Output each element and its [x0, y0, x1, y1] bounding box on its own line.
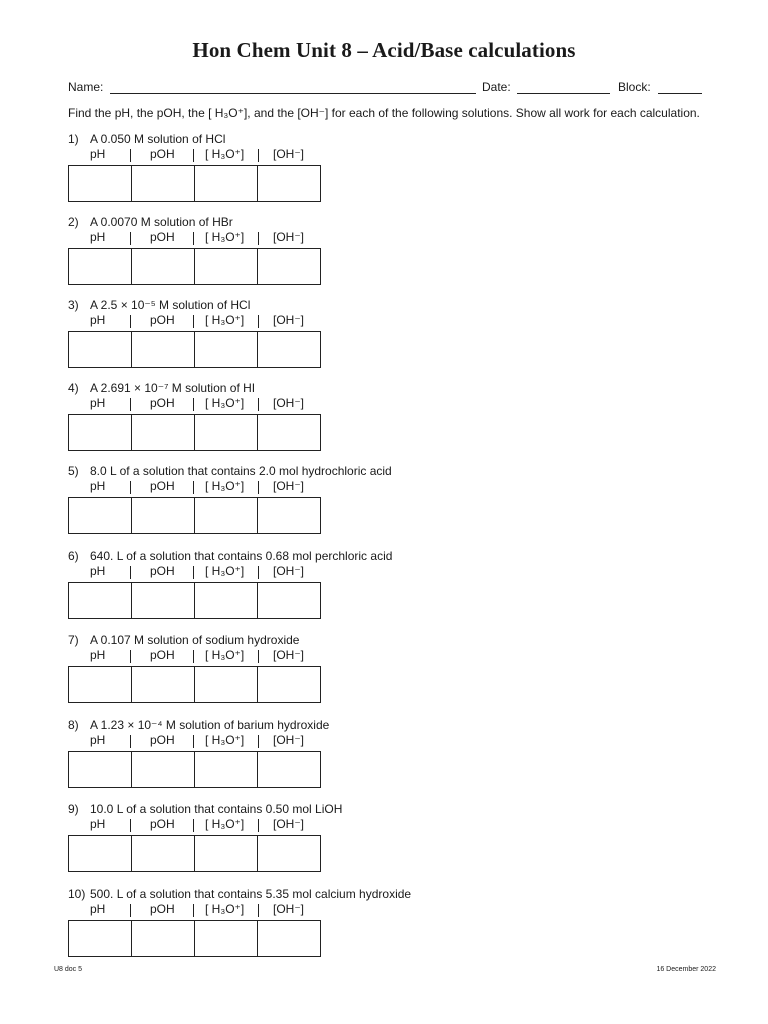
answer-cell-oh[interactable] — [258, 249, 321, 285]
column-header: [OH⁻] — [273, 648, 305, 662]
column-header: pOH — [150, 313, 175, 327]
column-headers — [68, 564, 728, 579]
problem-10 — [68, 886, 728, 957]
answer-cell-ph[interactable] — [69, 166, 132, 202]
column-separator — [258, 735, 259, 748]
answer-cell-poh[interactable] — [132, 332, 195, 368]
problem-number: 8) — [68, 718, 79, 732]
column-separator — [193, 566, 194, 579]
problem-prompt — [68, 380, 728, 396]
column-header: [OH⁻] — [273, 313, 305, 327]
column-header: pH — [90, 230, 106, 244]
column-header: pOH — [150, 396, 175, 410]
column-separator — [193, 650, 194, 663]
column-headers — [68, 147, 728, 162]
answer-cell-h3o[interactable] — [195, 415, 258, 451]
answer-cell-ph[interactable] — [69, 249, 132, 285]
answer-table — [68, 666, 321, 703]
problem-1 — [68, 131, 728, 202]
name-label: Name: — [68, 80, 104, 94]
column-separator — [130, 819, 131, 832]
answer-cell-oh[interactable] — [258, 166, 321, 202]
answer-cell-ph[interactable] — [69, 415, 132, 451]
problem-number: 10) — [68, 887, 86, 901]
answer-cell-oh[interactable] — [258, 667, 321, 703]
answer-row — [69, 583, 321, 619]
problem-number: 9) — [68, 802, 79, 816]
column-header: [OH⁻] — [273, 479, 305, 493]
column-header: [ H₃O⁺] — [205, 479, 245, 493]
answer-cell-poh[interactable] — [132, 498, 195, 534]
answer-cell-ph[interactable] — [69, 332, 132, 368]
column-separator — [193, 149, 194, 162]
answer-cell-h3o[interactable] — [195, 752, 258, 788]
answer-cell-h3o[interactable] — [195, 921, 258, 957]
column-header: pOH — [150, 230, 175, 244]
answer-row — [69, 166, 321, 202]
answer-table — [68, 497, 321, 534]
answer-cell-oh[interactable] — [258, 332, 321, 368]
column-header: pH — [90, 396, 106, 410]
column-header: pOH — [150, 147, 175, 161]
answer-row — [69, 332, 321, 368]
column-headers — [68, 902, 728, 917]
column-separator — [258, 650, 259, 663]
column-separator — [193, 819, 194, 832]
column-header: pH — [90, 817, 106, 831]
column-header: [ H₃O⁺] — [205, 147, 245, 161]
column-headers — [68, 230, 728, 245]
problem-prompt — [68, 548, 728, 564]
column-header: pOH — [150, 902, 175, 916]
answer-cell-ph[interactable] — [69, 583, 132, 619]
column-separator — [258, 149, 259, 162]
answer-table — [68, 835, 321, 872]
column-separator — [258, 566, 259, 579]
page-title: Hon Chem Unit 8 – Acid/Base calculations — [192, 38, 576, 62]
answer-row — [69, 415, 321, 451]
date-field[interactable] — [517, 93, 610, 94]
answer-cell-h3o[interactable] — [195, 583, 258, 619]
problem-9 — [68, 801, 728, 872]
column-headers — [68, 479, 728, 494]
column-separator — [193, 904, 194, 917]
answer-cell-poh[interactable] — [132, 921, 195, 957]
instructions: Find the pH, the pOH, the [ H₃O⁺], and the [OH⁻] for each of the following solutions. Show all work for each calculation. — [68, 106, 700, 120]
column-separator — [193, 481, 194, 494]
column-header: [ H₃O⁺] — [205, 733, 245, 747]
column-headers — [68, 648, 728, 663]
column-separator — [130, 149, 131, 162]
answer-row — [69, 921, 321, 957]
column-header: [OH⁻] — [273, 902, 305, 916]
answer-table — [68, 331, 321, 368]
header-fields — [68, 80, 708, 98]
answer-table — [68, 582, 321, 619]
column-separator — [130, 315, 131, 328]
problem-2 — [68, 214, 728, 285]
column-header: pOH — [150, 733, 175, 747]
column-header: [OH⁻] — [273, 817, 305, 831]
answer-cell-oh[interactable] — [258, 921, 321, 957]
problem-5 — [68, 463, 728, 534]
column-headers — [68, 817, 728, 832]
answer-row — [69, 498, 321, 534]
problem-text: 8.0 L of a solution that contains 2.0 mol hydrochloric acid — [90, 464, 392, 478]
name-field[interactable] — [110, 93, 476, 94]
column-header: pH — [90, 902, 106, 916]
answer-row — [69, 249, 321, 285]
answer-cell-poh[interactable] — [132, 249, 195, 285]
column-separator — [130, 735, 131, 748]
block-field[interactable] — [658, 93, 702, 94]
column-headers — [68, 733, 728, 748]
column-separator — [130, 566, 131, 579]
problem-number: 7) — [68, 633, 79, 647]
problem-prompt — [68, 886, 728, 902]
answer-table — [68, 248, 321, 285]
answer-table — [68, 165, 321, 202]
problem-number: 3) — [68, 298, 79, 312]
answer-cell-poh[interactable] — [132, 166, 195, 202]
problem-prompt — [68, 214, 728, 230]
column-header: pH — [90, 733, 106, 747]
column-header: [ H₃O⁺] — [205, 564, 245, 578]
answer-table — [68, 920, 321, 957]
answer-cell-oh[interactable] — [258, 498, 321, 534]
answer-cell-poh[interactable] — [132, 415, 195, 451]
answer-cell-ph[interactable] — [69, 498, 132, 534]
column-header: [OH⁻] — [273, 396, 305, 410]
answer-cell-h3o[interactable] — [195, 498, 258, 534]
column-headers — [68, 313, 728, 328]
problem-text: A 0.050 M solution of HCl — [90, 132, 226, 146]
answer-cell-h3o[interactable] — [195, 332, 258, 368]
answer-cell-poh[interactable] — [132, 583, 195, 619]
answer-cell-oh[interactable] — [258, 415, 321, 451]
column-separator — [130, 232, 131, 245]
answer-cell-poh[interactable] — [132, 836, 195, 872]
column-header: [ H₃O⁺] — [205, 817, 245, 831]
problem-7 — [68, 632, 728, 703]
answer-row — [69, 752, 321, 788]
problem-text: A 2.5 × 10⁻⁵ M solution of HCl — [90, 298, 251, 312]
problem-text: 10.0 L of a solution that contains 0.50 mol LiOH — [90, 802, 343, 816]
column-header: pH — [90, 313, 106, 327]
column-header: pH — [90, 147, 106, 161]
column-separator — [258, 904, 259, 917]
column-separator — [130, 650, 131, 663]
column-separator — [193, 735, 194, 748]
column-separator — [130, 481, 131, 494]
problem-prompt — [68, 131, 728, 147]
column-header: [OH⁻] — [273, 230, 305, 244]
answer-cell-ph[interactable] — [69, 752, 132, 788]
answer-cell-h3o[interactable] — [195, 249, 258, 285]
column-header: pOH — [150, 479, 175, 493]
problem-number: 1) — [68, 132, 79, 146]
problem-prompt — [68, 717, 728, 733]
problem-text: 640. L of a solution that contains 0.68 mol perchloric acid — [90, 549, 393, 563]
column-header: pH — [90, 564, 106, 578]
problem-prompt — [68, 297, 728, 313]
problem-text: A 0.0070 M solution of HBr — [90, 215, 233, 229]
answer-cell-h3o[interactable] — [195, 166, 258, 202]
answer-cell-oh[interactable] — [258, 583, 321, 619]
answer-cell-poh[interactable] — [132, 667, 195, 703]
column-header: pOH — [150, 648, 175, 662]
column-header: [OH⁻] — [273, 564, 305, 578]
answer-row — [69, 667, 321, 703]
answer-cell-h3o[interactable] — [195, 836, 258, 872]
column-header: [ H₃O⁺] — [205, 902, 245, 916]
answer-cell-ph[interactable] — [69, 667, 132, 703]
answer-cell-oh[interactable] — [258, 836, 321, 872]
problem-4 — [68, 380, 728, 451]
answer-table — [68, 414, 321, 451]
problem-text: A 0.107 M solution of sodium hydroxide — [90, 633, 300, 647]
problem-text: A 2.691 × 10⁻⁷ M solution of HI — [90, 381, 256, 395]
answer-table — [68, 751, 321, 788]
problem-number: 5) — [68, 464, 79, 478]
column-header: pH — [90, 479, 106, 493]
answer-cell-poh[interactable] — [132, 752, 195, 788]
footer-doc-id: U8 doc 5 — [54, 966, 83, 973]
column-separator — [193, 232, 194, 245]
column-header: pOH — [150, 817, 175, 831]
answer-cell-h3o[interactable] — [195, 667, 258, 703]
column-separator — [193, 315, 194, 328]
column-header: [ H₃O⁺] — [205, 648, 245, 662]
column-separator — [130, 398, 131, 411]
answer-cell-oh[interactable] — [258, 752, 321, 788]
column-header: [ H₃O⁺] — [205, 396, 245, 410]
problem-6 — [68, 548, 728, 619]
problem-prompt — [68, 801, 728, 817]
column-separator — [258, 315, 259, 328]
column-separator — [258, 481, 259, 494]
block-label: Block: — [618, 80, 651, 94]
answer-row — [69, 836, 321, 872]
column-separator — [258, 819, 259, 832]
column-header: [OH⁻] — [273, 147, 305, 161]
column-header: pH — [90, 648, 106, 662]
footer-date: 16 December 2022 — [656, 966, 716, 973]
column-separator — [193, 398, 194, 411]
problem-prompt — [68, 632, 728, 648]
answer-cell-ph[interactable] — [69, 921, 132, 957]
column-separator — [258, 398, 259, 411]
problem-3 — [68, 297, 728, 368]
answer-cell-ph[interactable] — [69, 836, 132, 872]
column-header: pOH — [150, 564, 175, 578]
column-headers — [68, 396, 728, 411]
column-separator — [258, 232, 259, 245]
column-header: [ H₃O⁺] — [205, 313, 245, 327]
date-label: Date: — [482, 80, 511, 94]
problem-number: 2) — [68, 215, 79, 229]
problem-number: 4) — [68, 381, 79, 395]
column-separator — [130, 904, 131, 917]
problem-prompt — [68, 463, 728, 479]
column-header: [ H₃O⁺] — [205, 230, 245, 244]
problem-number: 6) — [68, 549, 79, 563]
problem-text: A 1.23 × 10⁻⁴ M solution of barium hydroxide — [90, 718, 330, 732]
problem-8 — [68, 717, 728, 788]
column-header: [OH⁻] — [273, 733, 305, 747]
problem-text: 500. L of a solution that contains 5.35 mol calcium hydroxide — [90, 887, 412, 901]
